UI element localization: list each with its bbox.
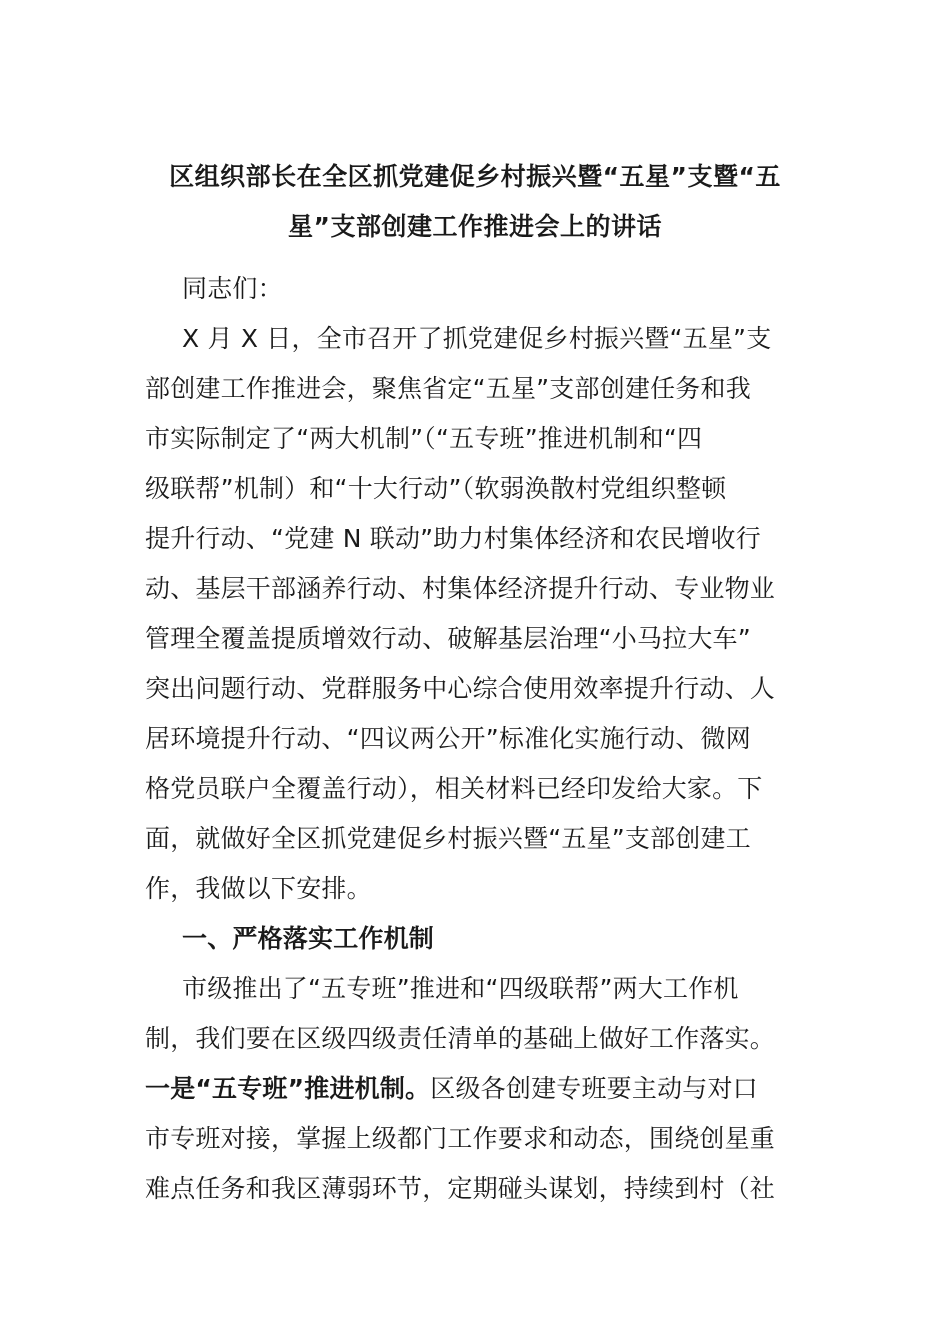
paragraph-1-line: 部创建工作推进会，聚焦省定“五星”支部创建任务和我 [145,374,751,403]
paragraph-1-line: 突出问题行动、党群服务中心综合使用效率提升行动、人 [145,674,776,703]
paragraph-3-line: 难点任务和我区薄弱环节，定期碰头谋划，持续到村（社 [145,1174,776,1203]
paragraph-1-line: 动、基层干部涵养行动、村集体经济提升行动、专业物业 [145,574,776,603]
paragraph-3-line [145,1064,810,1114]
paragraph-1-line: 居环境提升行动、“四议两公开”标准化实施行动、微网 [145,724,751,753]
paragraph-1-line: 市实际制定了“两大机制”（“五专班”推进机制和“四 [145,424,703,453]
paragraph-3-lead: 一是“五专班”推进机制。 [145,1074,431,1103]
section-heading: 一、严格落实工作机制 [182,924,435,953]
greeting: 同志们： [182,274,283,303]
document-title [145,152,805,252]
paragraph-3-line: 市专班对接，掌握上级都门工作要求和动态，围绕创星重 [145,1124,776,1153]
paragraph-2-line: 制，我们要在区级四级责任清单的基础上做好工作落实。 [145,1024,776,1053]
paragraph-1-line: 管理全覆盖提质增效行动、破解基层治理“小马拉大车” [145,624,751,653]
paragraph-1-line: 提升行动、“党建 N 联动”助力村集体经济和农民增收行 [145,524,761,553]
paragraph-1-line: 作，我做以下安排。 [145,874,372,903]
title-line-1: 区组织部长在全区抓党建促乡村振兴暨“五星”支暨“五 [169,162,781,191]
document-body [145,264,810,1214]
paragraph-3-text: 区级各创建专班要主动与对口 [430,1074,758,1103]
paragraph-1-line: 面，就做好全区抓党建促乡村振兴暨“五星”支部创建工 [145,824,751,853]
paragraph-2-line: 市级推出了“五专班”推进和“四级联帮”两大工作机 [182,974,739,1003]
paragraph-1-line: 级联帮”机制）和“十大行动”（软弱涣散村党组织整顿 [145,474,727,503]
title-line-2: 星”支部创建工作推进会上的讲话 [288,212,662,241]
paragraph-1-line: 格党员联户全覆盖行动），相关材料已经印发给大家。下 [145,774,763,803]
paragraph-1-line: X 月 X 日，全市召开了抓党建促乡村振兴暨“五星”支 [182,324,772,353]
